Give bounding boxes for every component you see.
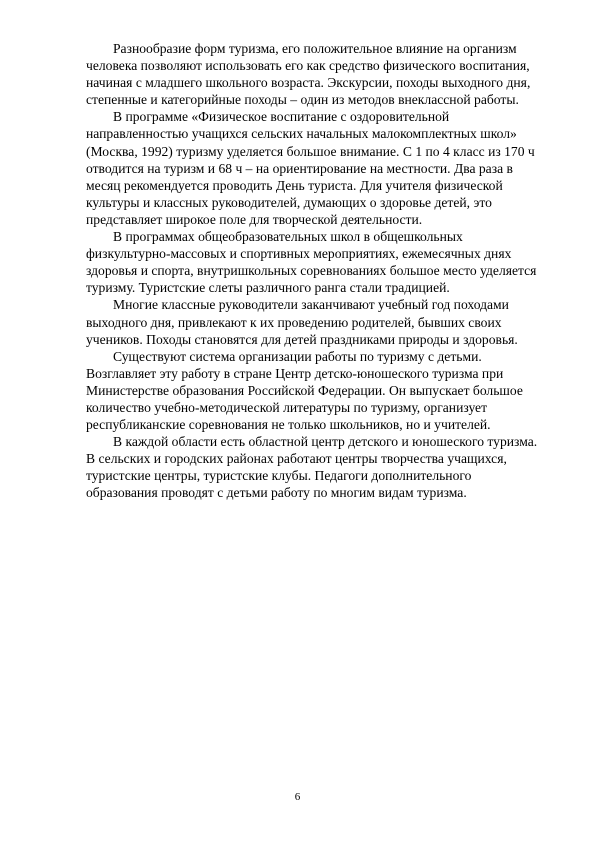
paragraph-line: Многие классные руководители заканчивают учебный год походами xyxy=(113,297,509,313)
paragraph-line: республиканские соревнования не только школьников, но и учителей. xyxy=(86,417,491,433)
paragraph-line: количество учебно-методической литературы по туризму, организует xyxy=(86,399,488,415)
paragraph-line: выходного дня, привлекают к их проведению родителей, бывших своих xyxy=(86,314,502,330)
paragraph-line: туристские центры, туристские клубы. Педагоги дополнительного xyxy=(86,468,472,484)
paragraph-line: В сельских и городских районах работают центры творчества учащихся, xyxy=(86,451,507,467)
paragraph-6 xyxy=(86,433,546,501)
paragraph-4 xyxy=(86,296,546,347)
paragraph-1 xyxy=(86,40,546,108)
paragraph-line: учеников. Походы становятся для детей праздниками природы и здоровья. xyxy=(86,331,518,347)
paragraph-line: (Москва, 1992) туризму уделяется большое внимание. С 1 по 4 класс из 170 ч xyxy=(86,143,535,159)
paragraph-2 xyxy=(86,108,546,228)
paragraph-line: Министерстве образования Российской Федерации. Он выпускает большое xyxy=(86,382,523,398)
paragraph-line: начиная с младшего школьного возраста. Экскурсии, походы выходного дня, xyxy=(86,75,531,91)
paragraph-line: Возглавляет эту работу в стране Центр детско-юношеского туризма при xyxy=(86,365,504,381)
paragraph-line: представляет широкое поле для творческой деятельности. xyxy=(86,211,423,227)
paragraph-line: В программах общеобразовательных школ в общешкольных xyxy=(113,229,463,245)
paragraph-line: степенные и категорийные походы – один из методов внеклассной работы. xyxy=(86,92,519,108)
paragraph-line: отводится на туризм и 68 ч – на ориентирование на местности. Два раза в xyxy=(86,160,513,176)
paragraph-line: образования проводят с детьми работу по многим видам туризма. xyxy=(86,485,467,501)
paragraph-line: направленностью учащихся сельских начальных малокомплектных школ» xyxy=(86,126,517,142)
paragraph-line: физкультурно-массовых и спортивных мероприятиях, ежемесячных днях xyxy=(86,246,512,262)
paragraph-line: Существуют система организации работы по туризму с детьми. xyxy=(113,348,482,364)
paragraph-line: Разнообразие форм туризма, его положительное влияние на организм xyxy=(113,41,517,56)
paragraph-3 xyxy=(86,228,546,296)
paragraph-line: культуры и классных руководителей, думающих о здоровье детей, это xyxy=(86,194,492,210)
paragraph-line: В программе «Физическое воспитание с оздоровительной xyxy=(113,109,450,125)
paragraph-line: здоровья и спорта, внутришкольных соревнованиях большое место уделяется xyxy=(86,263,537,279)
paragraph-line: туризму. Туристские слеты различного ранга стали традицией. xyxy=(86,280,450,296)
page-number: 6 xyxy=(294,791,301,803)
paragraph-line: человека позволяют использовать его как средство физического воспитания, xyxy=(86,58,530,74)
paragraph-line: В каждой области есть областной центр детского и юношеского туризма. xyxy=(113,434,538,450)
document-body xyxy=(86,40,546,502)
paragraph-line: месяц рекомендуется проводить День туриста. Для учителя физической xyxy=(86,177,503,193)
paragraph-5 xyxy=(86,348,546,433)
